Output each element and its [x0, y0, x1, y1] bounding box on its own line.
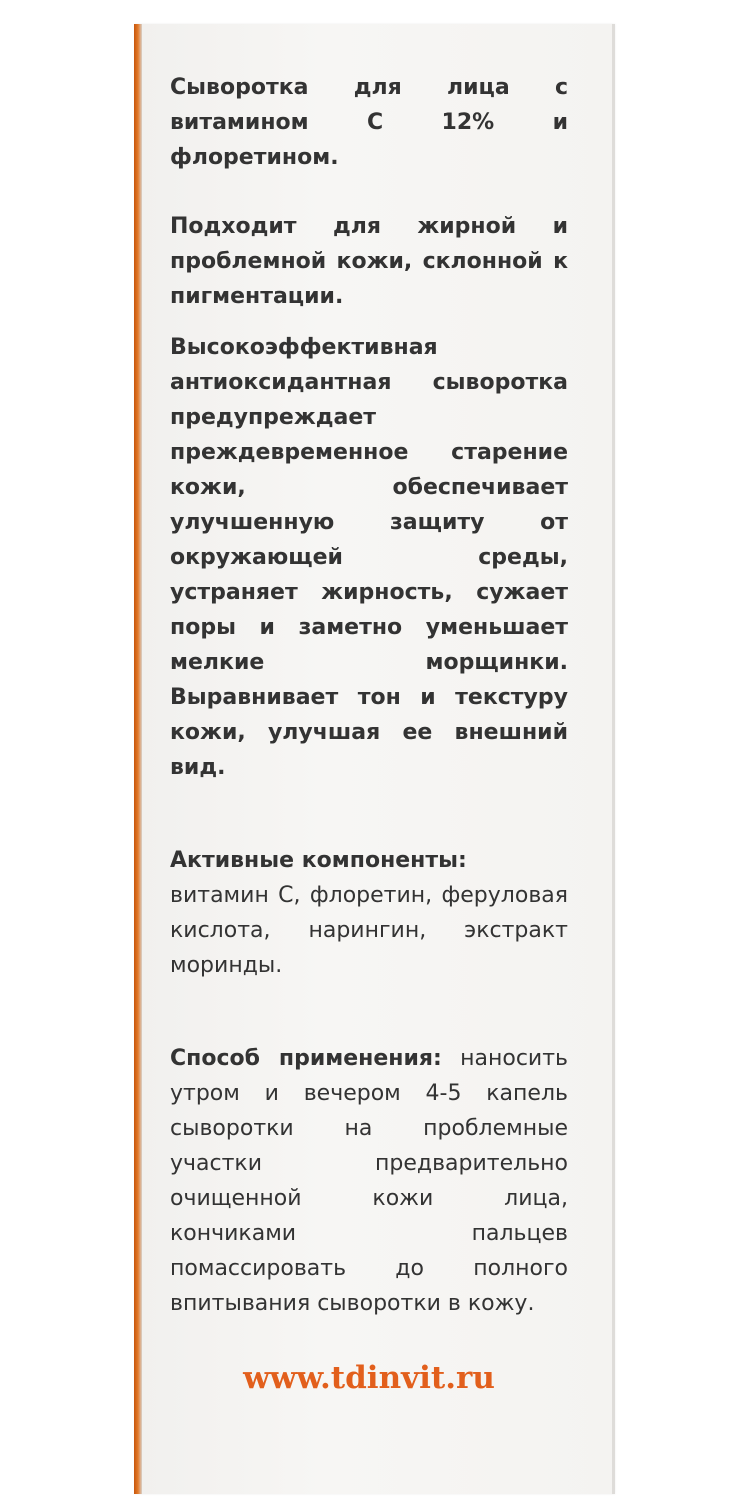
active-heading: Активные компоненты: [170, 848, 467, 873]
usage-paragraph [170, 1041, 568, 1321]
description-text: Высокоэффективная антиоксидантная сыворотка предупреждает преждевременное старение кожи, обеспечивает улучшенную защиту от окружающей среды, устраняет жирность, сужает поры и заметно уменьшает мелкие морщинки. Выравнивает тон и текстуру кожи, улучшая ее внешний вид. [170, 335, 568, 780]
box-right-edge [612, 24, 615, 1494]
usage-heading: Способ применения: [170, 1046, 442, 1071]
active-text: витамин С, флоретин, феруловая кислота, нарингин, экстракт моринды. [170, 883, 568, 978]
box-left-edge [134, 24, 142, 1494]
suitable-text: Подходит для жирной и проблемной кожи, склонной к пигментации. [170, 214, 568, 309]
box-text [170, 70, 568, 1321]
usage-text: наносить утром и вечером 4-5 капель сыворотки на проблемные участки предварительно очищенной кожи лица, кончиками пальцев помассировать до полного впитывания сыворотки в кожу. [170, 1046, 569, 1316]
intro-text: Сыворотка для лица с витамином С 12% и флоретином. [170, 75, 568, 170]
website-url: www.tdinvit.ru [243, 1360, 495, 1396]
